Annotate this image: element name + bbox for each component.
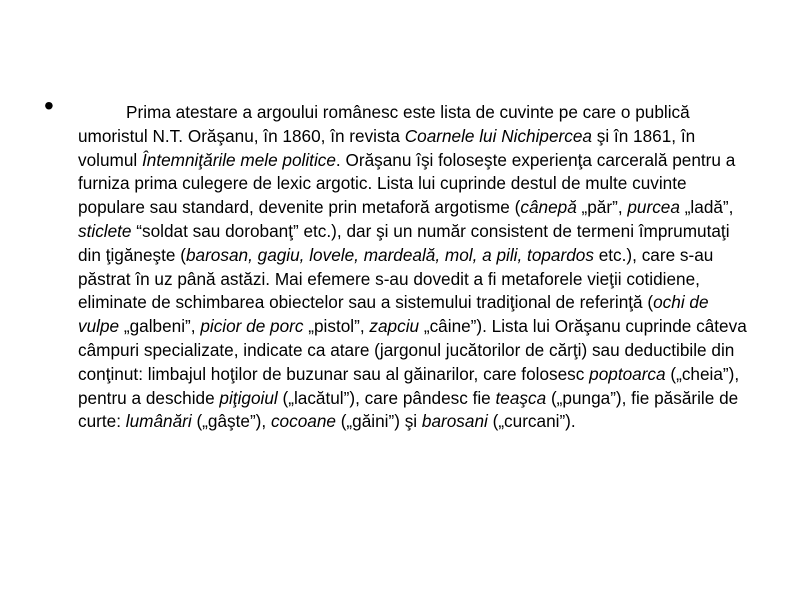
text-run: („lacătul”), care pândesc fie bbox=[277, 387, 496, 408]
italic-term: zapciu bbox=[369, 316, 420, 337]
italic-term: barosani bbox=[421, 411, 488, 432]
text-run: Prima atestare a argoului românesc este lista de cuvinte pe care o publică umoristul N.T. Orăşanu, în 1860, în revista bbox=[78, 102, 690, 146]
italic-term: ochi de vulpe bbox=[78, 292, 709, 337]
italic-term: poptoarca bbox=[589, 363, 666, 384]
text-run: („curcani”). bbox=[487, 411, 576, 432]
text-run: . Orăşanu îşi foloseşte experienţa carcerală pentru a furniza prima culegere de lexic argotic. Lista lui cuprinde destul de multe cuvinte populare sau standard, devenite prin metaforă argotisme ( bbox=[78, 149, 736, 218]
italic-term: sticlete bbox=[78, 220, 132, 241]
italic-term: Întemniţările mele politice bbox=[142, 149, 336, 170]
italic-term: lumânări bbox=[125, 411, 192, 432]
text-run: „ladă”, bbox=[679, 197, 734, 218]
italic-term: Coarnele lui Nichipercea bbox=[404, 125, 592, 146]
text-run: („gâşte”), bbox=[191, 411, 271, 432]
text-run: şi în 1861, în volumul bbox=[78, 125, 696, 170]
italic-term: barosan, gagiu, lovele, mardeală, mol, a pili, topardos bbox=[185, 244, 594, 265]
text-run: („cheia”), pentru a deschide bbox=[78, 363, 740, 408]
text-run: „câine”). Lista lui Orăşanu cuprinde câteva câmpuri specializate, indicate ca atare (jargonul jucătorilor de cărţi) sau deductibile din conţinut: limbajul hoţilor de buzunar sau al găinarilor, care folosesc bbox=[78, 316, 747, 384]
text-run: “soldat sau dorobanţ” etc.), dar şi un număr consistent de termeni împrumutaţi din ţigăneşte ( bbox=[78, 220, 730, 265]
italic-term: cânepă bbox=[520, 197, 577, 218]
italic-term: teaşca bbox=[495, 387, 547, 408]
bullet-point: • bbox=[44, 90, 54, 121]
text-run: „pistol”, bbox=[303, 316, 370, 337]
italic-term: cocoane bbox=[270, 411, 336, 432]
italic-term: picior de porc bbox=[200, 316, 304, 337]
text-run: etc.), care s-au păstrat în uz până astăzi. Mai efemere s-au dovedit a fi metaforele vieţii cotidiene, eliminate de schimbarea obiectelor sau a sistemului tradiţional de referinţă ( bbox=[78, 244, 714, 313]
paragraph-text bbox=[78, 101, 750, 434]
text-run: „galbeni”, bbox=[119, 316, 201, 337]
text-run: („punga”), fie păsările de curte: bbox=[78, 387, 739, 432]
italic-term: piţigoiul bbox=[219, 387, 278, 408]
text-run: („găini”) şi bbox=[335, 411, 422, 432]
text-run: „păr”, bbox=[576, 197, 628, 218]
italic-term: purcea bbox=[627, 197, 680, 218]
